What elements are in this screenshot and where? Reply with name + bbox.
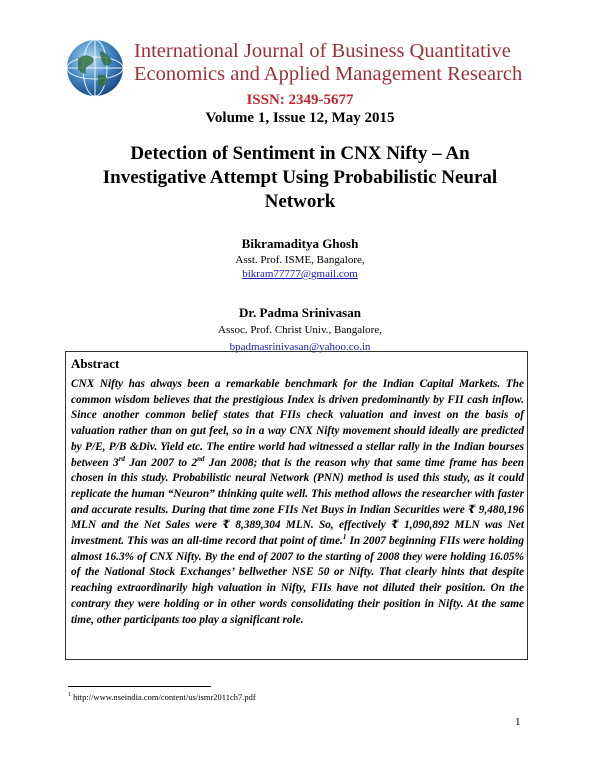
author-affiliation: Assoc. Prof. Christ Univ., Bangalore, bbox=[218, 324, 382, 336]
abstract-text-part: Jan 2008; that is the reason why that same time frame has been chosen in this study. Probabilistic neural Network (PNN) method is used this study, as it could replicate the human “Neuron” thinking quite well. This method allows the researcher with faster and accurate results. During that time zone FIIs Net Buys in Indian Securities were ₹ 9,480,196 MLN and the Net Sales were ₹ 8,389,304 MLN. So, effectively ₹ 1,090,892 MLN was Net investment. This was an all-time record that point of time. bbox=[71, 456, 525, 548]
issn: ISSN: 2349-5677 bbox=[246, 92, 354, 108]
footnote-number: 1 bbox=[68, 692, 71, 699]
journal-name-line1: International Journal of Business Quantitative bbox=[134, 40, 511, 62]
journal-name-line2: Economics and Applied Management Research bbox=[134, 63, 523, 85]
volume-issue: Volume 1, Issue 12, May 2015 bbox=[205, 110, 395, 126]
journal-logo bbox=[64, 37, 126, 99]
footnote-rule bbox=[68, 686, 211, 687]
superscript: nd bbox=[197, 454, 205, 463]
author-name: Dr. Padma Srinivasan bbox=[239, 305, 361, 320]
page-number: 1 bbox=[515, 716, 521, 728]
journal-name bbox=[134, 40, 584, 86]
author-email bbox=[0, 268, 600, 280]
author-email-link[interactable]: bpadmasrinivasan@yahoo.co.in bbox=[229, 341, 371, 353]
abstract-text-part: Jan 2007 to 2 bbox=[124, 456, 198, 469]
abstract-text-part: CNX Nifty has always been a remarkable benchmark for the Indian Capital Markets. The common wisdom believes that the prestigious Index is driven predominantly by FII cash inflow. Since another common belief states that FIIs check valuation and invest on the basis of valuation rather than on gut feel, so in a way CNX Nifty movement should ideally are predicted by P/E, P/B &Div. Yield etc. The entire world had witnessed a stellar rally in the Indian bourses between 3 bbox=[71, 378, 524, 469]
abstract-text bbox=[71, 377, 524, 628]
footnote bbox=[68, 692, 256, 702]
footnote-text: http://www.nseindia.com/content/us/ismr2011ch7.pdf bbox=[71, 692, 256, 702]
author-email-link[interactable]: bikram77777@gmail.com bbox=[242, 268, 358, 280]
author-name: Bikramaditya Ghosh bbox=[241, 236, 359, 251]
superscript: rd bbox=[118, 454, 125, 463]
author-affiliation: Asst. Prof. ISME, Bangalore, bbox=[235, 254, 365, 266]
abstract-heading: Abstract bbox=[71, 356, 120, 371]
abstract-text-part: In 2007 beginning FIIs were holding almost 16.3% of CNX Nifty. By the end of 2007 to the starting of 2008 they were holding 16.05% of the National Stock Exchanges’ bellwether NSE 50 or Nifty. That clearly hints that despite reaching extraordinarily high valuation in Nifty, FIIs have not diluted their position. On the contrary they were holding or in other words consolidating their position in Nifty. At the same time, other participants too play a significant role. bbox=[71, 535, 524, 626]
footnote-marker[interactable]: 1 bbox=[342, 533, 347, 542]
paper-title: Detection of Sentiment in CNX Nifty – An Investigative Attempt Using Probabilistic Neural Network bbox=[102, 143, 498, 212]
